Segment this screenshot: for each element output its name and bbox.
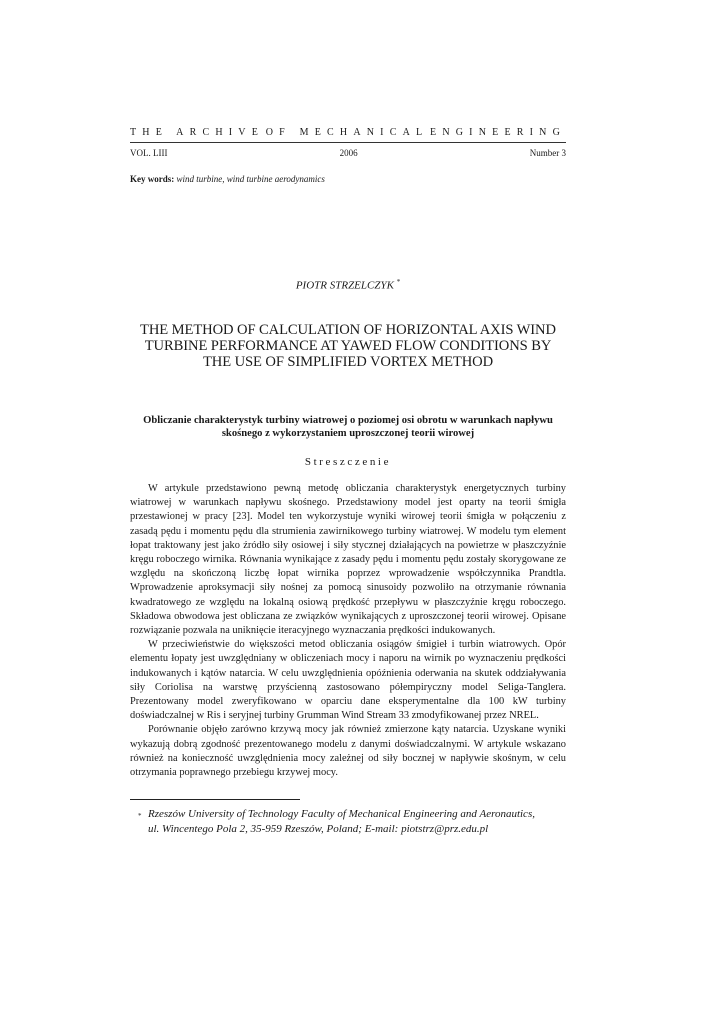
- journal-title-left: THE ARCHIVE: [130, 127, 265, 138]
- journal-title: [130, 127, 566, 138]
- title-line-1: THE METHOD OF CALCULATION OF HORIZONTAL AXIS WIND: [140, 322, 556, 338]
- title-line-3: THE USE OF SIMPLIFIED VORTEX METHOD: [202, 354, 494, 370]
- abstract-paragraph: Porównanie objęło zarówno krzywą mocy jak również zmierzone kąty natarcia. Uzyskane wyniki wykazują dobrą zgodność prezentowanego modelu z danymi doświadczalnymi. W artykule wskazano również na konieczność uwzględnienia mocy zależnej od siły bocznej w napływie skośnym, w celu otrzymania poprawnego przebiegu krzywej mocy.: [130, 724, 566, 779]
- issue-number: Number 3: [529, 148, 566, 158]
- polish-title-line-2: skośnego z wykorzystaniem uproszczonej teorii wirowej: [221, 428, 475, 439]
- footnote-mark: *: [138, 812, 142, 820]
- abstract-paragraph: W przeciwieństwie do większości metod obliczania osiągów śmigieł i turbin wiatrowych. Opór elementu łopaty jest uwzględniany w obliczeniach mocy i naporu na wirnik po wyznaczeniu prędkości indukowanych i kątów natarcia. W celu uwzględnienia opóźnienia oderwania na skutek oddziaływania siły Coriolisa na warstwę przyścienną zastosowano półempiryczny model Seliga-Tanglera. Prezentowany model zweryfikowano w oparciu dane eksperymentalne dla 100 kW turbiny doświadczalnej w Ris i seryjnej turbiny Grumman Wind Stream 33 zmodyfikowanej przez NREL.: [130, 639, 566, 722]
- polish-title-line-1: Obliczanie charakterystyk turbiny wiatrowej o poziomej osi obrotu w warunkach napływu: [143, 415, 553, 426]
- author-name: PIOTR STRZELCZYK: [295, 279, 394, 292]
- paper-title: [130, 322, 566, 370]
- polish-title: [130, 414, 566, 440]
- footnote: [138, 807, 568, 837]
- author: [130, 278, 566, 292]
- keywords-label: Key words:: [130, 174, 175, 184]
- abstract-body: [130, 482, 566, 780]
- footnote-rule: [130, 799, 300, 800]
- keywords: [130, 174, 566, 184]
- footnote-line-2: ul. Wincentego Pola 2, 35-959 Rzeszów, Poland; E-mail: piotstrz@prz.edu.pl: [148, 823, 489, 835]
- author-footnote-mark: *: [396, 278, 401, 286]
- journal-title-right: ENGINEERING: [430, 127, 566, 138]
- title-line-2: TURBINE PERFORMANCE AT YAWED FLOW CONDITIONS BY: [144, 338, 552, 354]
- footnote-line-1: Rzeszów University of Technology Faculty of Mechanical Engineering and Aeronautics,: [148, 808, 535, 820]
- header-rule: [130, 142, 566, 143]
- volume-row: [130, 148, 566, 158]
- volume-label: VOL. LIII: [130, 148, 168, 158]
- abstract-paragraph: W artykule przedstawiono pewną metodę obliczania charakterystyk energetycznych turbiny wiatrowej w warunkach napływu skośnego. Przedstawiony model jest oparty na teorii śmigła przestawionej w pracy [23]. Model ten wykorzystuje wyniki wirowej teorii śmigła w połączeniu z zasadą pędu i momentu pędu dla strumienia zawirnikowego turbiny wiatrowej. W modelu tym element łopat traktowany jest jako źródło siły osiowej i siły stycznej działających na powietrze w płaszczyźnie kręgu roboczego wirnika. Równania wynikające z zasady pędu i momentu pędu zostały skorygowane ze względu na skończoną liczbę łopat wirnika poprzez wprowadzenie współczynnika Prandtla. Wprowadzenie aproksymacji siły nośnej za pomocą sinusoidy pozwoliło na otrzymanie równania kwadratowego ze względu na lokalną osiową prędkość przepływu w płaszczyźnie kręgu roboczego. Składowa obwodowa jest obliczana ze związków wynikających z uproszczonej teorii wirowej. Opisane rozwiązanie pozwala na uniknięcie iteracyjnego wyznaczania prędkości indukowanych.: [130, 483, 566, 637]
- journal-title-middle: OF MECHANICAL: [265, 127, 429, 138]
- year-label: 2006: [339, 148, 358, 158]
- keywords-text: wind turbine, wind turbine aerodynamics: [176, 174, 325, 184]
- abstract-heading: Streszczenie: [304, 456, 392, 468]
